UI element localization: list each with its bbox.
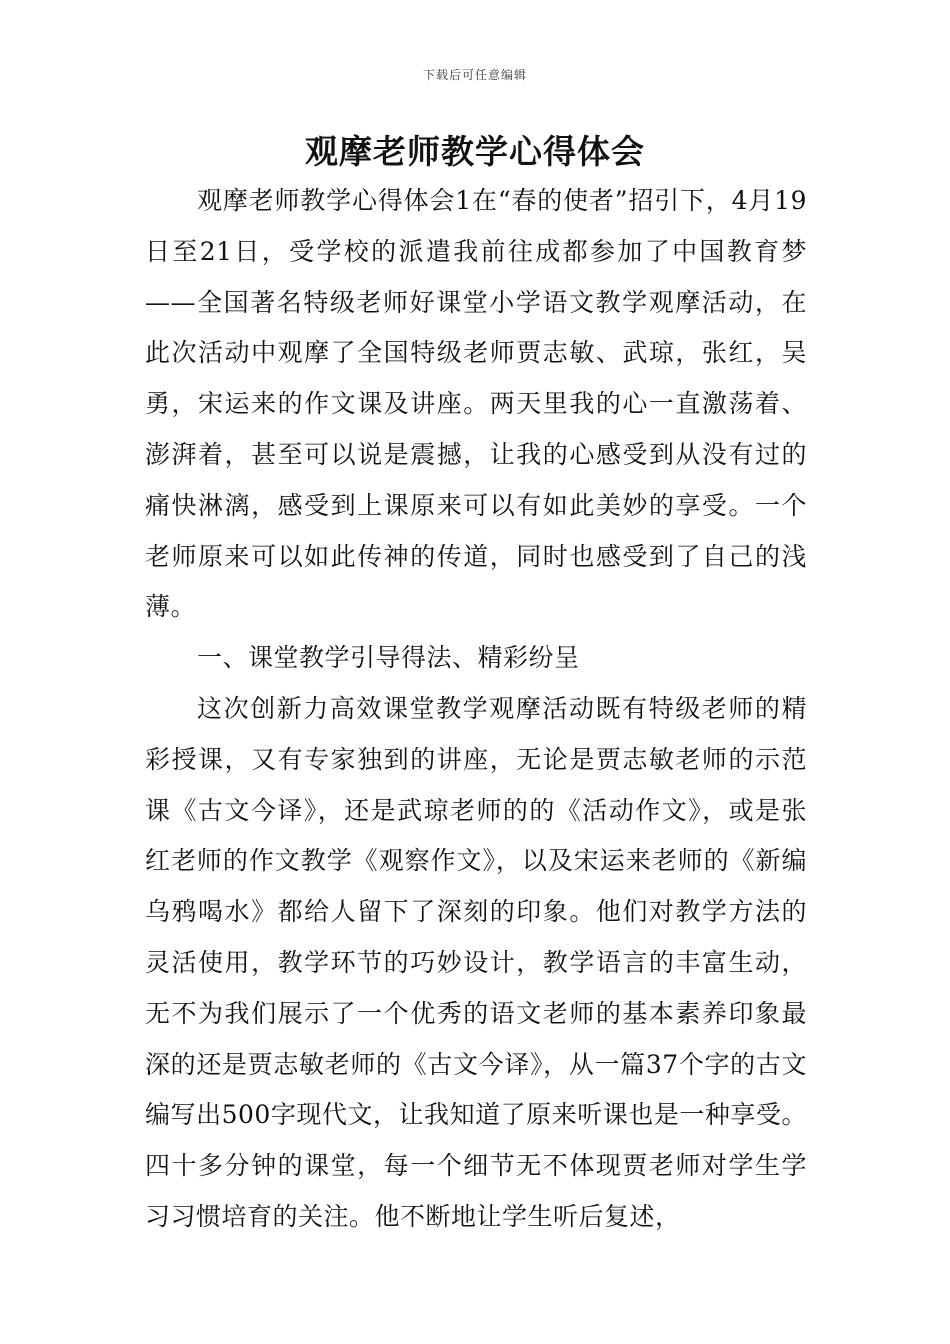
header-note: 下载后可任意编辑 bbox=[422, 68, 527, 82]
document-title: 观摩老师教学心得体会 bbox=[305, 132, 645, 171]
section-heading: 一、课堂教学引导得法、精彩纷呈 bbox=[197, 643, 580, 673]
paragraph-section-one: 这次创新力高效课堂教学观摩活动既有特级老师的精彩授课，又有专家独到的讲座，无论是贾志敏老师的示范课《古文今译》，还是武琼老师的的《活动作文》，或是张红老师的作文教学《观察作文》，以及宋运来老师的《新编乌鸦喝水》都给人留下了深刻的印象。他们对教学方法的灵活使用，教学环节的巧妙设计，教学语言的丰富生动，无不为我们展示了一个优秀的语文老师的基本素养印象最深的还是贾志敏老师的《古文今译》，从一篇37个字的古文编写出500字现代文，让我知道了原来听课也是一种享受。四十多分钟的课堂，每一个细节无不体现贾老师对学生学习习惯培育的关注。他不断地让学生听后复述， bbox=[145, 693, 807, 1231]
document-body bbox=[145, 176, 807, 1243]
paragraph-intro: 观摩老师教学心得体会1在“春的使者”招引下，4月19日至21日，受学校的派遣我前往成都参加了中国教育梦——全国著名特级老师好课堂小学语文教学观摩活动，在此次活动中观摩了全国特级老师贾志敏、武琼，张红，吴勇，宋运来的作文课及讲座。两天里我的心一直激荡着、澎湃着，甚至可以说是震撼，让我的心感受到从没有过的痛快淋漓，感受到上课原来可以有如此美妙的享受。一个老师原来可以如此传神的传道，同时也感受到了自己的浅薄。 bbox=[145, 186, 807, 622]
